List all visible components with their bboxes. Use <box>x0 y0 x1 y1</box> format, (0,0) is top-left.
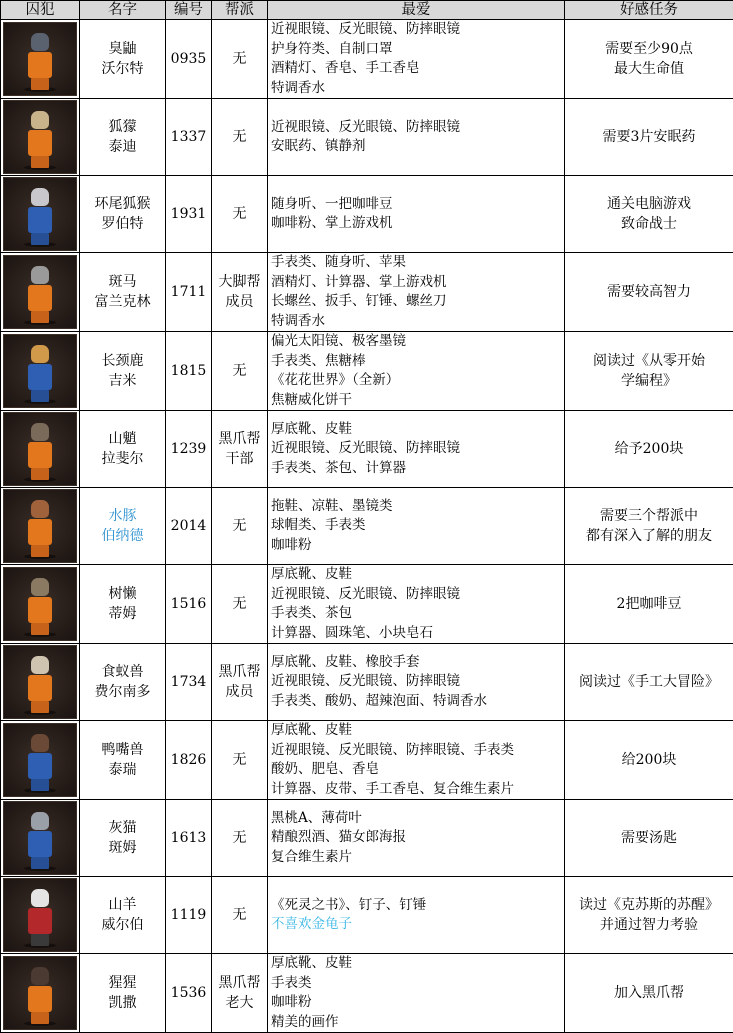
quest-line: 需要三个帮派中 <box>565 506 733 526</box>
sprite-legs <box>31 311 49 323</box>
quest-line: 阅读过《从零开始 <box>565 351 733 371</box>
prisoner-portrait-cell <box>1 99 80 176</box>
favorite-line: 偏光太阳镜、极客墨镜 <box>271 332 564 352</box>
favorites-cell <box>268 411 565 488</box>
affection-quest-cell <box>565 253 733 332</box>
gang-line: 黑爪帮 <box>212 973 267 993</box>
quest-line: 需要汤匙 <box>565 828 733 848</box>
favorites-cell <box>268 644 565 721</box>
sprite-head <box>31 734 49 752</box>
gang-line: 无 <box>212 127 267 147</box>
table-row <box>1 721 733 800</box>
prisoner-name: 罗伯特 <box>80 214 165 234</box>
sprite-body <box>28 986 52 1012</box>
favorite-line: 厚底靴、皮鞋 <box>271 721 564 741</box>
species-name: 食蚁兽 <box>80 662 165 682</box>
prisoner-name: 伯纳德 <box>80 526 165 546</box>
favorite-line: 《花花世界》（全新） <box>271 371 564 391</box>
prisoner-portrait-cell <box>1 488 80 565</box>
quest-line: 通关电脑游戏 <box>565 194 733 214</box>
prisoner-number: 1815 <box>166 332 212 411</box>
prisoner-name: 富兰克林 <box>80 292 165 312</box>
favorites-cell <box>268 332 565 411</box>
favorite-line: 随身听、一把咖啡豆 <box>271 195 564 215</box>
prisoner-portrait-cell <box>1 800 80 877</box>
prisoner-name-cell <box>80 411 166 488</box>
sprite-body <box>28 831 52 857</box>
favorites-cell <box>268 800 565 877</box>
species-name: 臭鼬 <box>80 39 165 59</box>
sprite-body <box>28 519 52 545</box>
sprite-body <box>28 52 52 78</box>
prisoner-name: 费尔南多 <box>80 682 165 702</box>
favorite-line: 黑桃A、薄荷叶 <box>271 809 564 829</box>
prisoner-name-cell <box>80 99 166 176</box>
quest-line: 加入黑爪帮 <box>565 983 733 1003</box>
gang-cell <box>212 565 268 644</box>
favorite-line: 酒精灯、香皂、手工香皂 <box>271 59 564 79</box>
goat-sprite-icon <box>3 878 77 952</box>
favorite-line: 手表类、茶包 <box>271 604 564 624</box>
lemur-sprite-icon <box>3 177 77 251</box>
sprite-legs <box>31 390 49 402</box>
table-row <box>1 954 733 1033</box>
quest-line: 读过《克苏斯的苏醒》 <box>565 895 733 915</box>
table-row <box>1 99 733 176</box>
prisoner-name-cell <box>80 954 166 1033</box>
gang-line: 无 <box>212 361 267 381</box>
favorite-line: 手表类 <box>271 974 564 994</box>
anteater-sprite-icon <box>3 645 77 719</box>
prisoner-number: 1931 <box>166 176 212 253</box>
species-name: 树懒 <box>80 584 165 604</box>
gang-line: 无 <box>212 594 267 614</box>
prisoner-portrait-cell <box>1 176 80 253</box>
table-row <box>1 20 733 99</box>
sprite-head <box>31 967 49 985</box>
favorite-line: 近视眼镜、反光眼镜、防摔眼镜 <box>271 118 564 138</box>
quest-line: 需要较高智力 <box>565 282 733 302</box>
prisoner-portrait-cell <box>1 877 80 954</box>
prisoner-number: 1826 <box>166 721 212 800</box>
affection-quest-cell <box>565 99 733 176</box>
sprite-body <box>28 597 52 623</box>
gang-line: 成员 <box>212 682 267 702</box>
prisoner-name: 吉米 <box>80 371 165 391</box>
favorite-line: 近视眼镜、反光眼镜、防摔眼镜 <box>271 585 564 605</box>
table-row <box>1 488 733 565</box>
affection-quest-cell <box>565 176 733 253</box>
header-prisoner: 囚犯 <box>1 1 80 20</box>
favorite-line: 精美的画作 <box>271 1013 564 1033</box>
favorite-line: 手表类、茶包、计算器 <box>271 459 564 479</box>
prisoner-number: 1239 <box>166 411 212 488</box>
gray-cat-sprite-icon <box>3 801 77 875</box>
quest-line: 2把咖啡豆 <box>565 594 733 614</box>
favorite-line: 计算器、皮带、手工香皂、复合维生素片 <box>271 780 564 800</box>
gang-cell <box>212 99 268 176</box>
header-name: 名字 <box>80 1 166 20</box>
favorite-line: 手表类、焦糖棒 <box>271 352 564 372</box>
sprite-body <box>28 753 52 779</box>
favorite-line: 近视眼镜、反光眼镜、防摔眼镜 <box>271 439 564 459</box>
header-favorites: 最爱 <box>268 1 565 20</box>
sprite-body <box>28 207 52 233</box>
sprite-head <box>31 889 49 907</box>
prisoner-name: 泰迪 <box>80 137 165 157</box>
gang-line: 干部 <box>212 449 267 469</box>
quest-line: 阅读过《手工大冒险》 <box>565 672 733 692</box>
capybara-sprite-icon <box>3 489 77 563</box>
prisoner-number: 1734 <box>166 644 212 721</box>
prisoner-portrait-cell <box>1 20 80 99</box>
quest-line: 需要3片安眠药 <box>565 127 733 147</box>
favorite-line: 计算器、圆珠笔、小块皂石 <box>271 624 564 644</box>
sprite-head <box>31 500 49 518</box>
species-name: 斑马 <box>80 272 165 292</box>
sprite-legs <box>31 233 49 245</box>
species-name: 狐獴 <box>80 117 165 137</box>
gang-cell <box>212 954 268 1033</box>
favorites-cell <box>268 565 565 644</box>
species-name: 猩猩 <box>80 973 165 993</box>
favorite-line: 咖啡粉 <box>271 993 564 1013</box>
table-body <box>1 20 733 1033</box>
affection-quest-cell <box>565 800 733 877</box>
favorite-line: 厚底靴、皮鞋 <box>271 420 564 440</box>
favorite-line: 球帽类、手表类 <box>271 516 564 536</box>
header-gang: 帮派 <box>212 1 268 20</box>
ape-sprite-icon <box>3 956 77 1030</box>
gang-line: 无 <box>212 516 267 536</box>
species-name: 山魈 <box>80 429 165 449</box>
favorites-cell <box>268 99 565 176</box>
favorite-line: 厚底靴、皮鞋 <box>271 954 564 974</box>
favorite-line: 《死灵之书》、钉子、钉锤 <box>271 896 564 916</box>
sprite-head <box>31 656 49 674</box>
quest-line: 需要至少90点 <box>565 39 733 59</box>
prisoner-name-cell <box>80 176 166 253</box>
sprite-legs <box>31 623 49 635</box>
prisoner-portrait-cell <box>1 332 80 411</box>
prisoner-portrait-cell <box>1 253 80 332</box>
prisoner-name-cell <box>80 20 166 99</box>
table-row <box>1 644 733 721</box>
favorites-cell <box>268 253 565 332</box>
sprite-head <box>31 578 49 596</box>
gang-line: 老大 <box>212 993 267 1013</box>
prisoner-name-cell <box>80 565 166 644</box>
platypus-sprite-icon <box>3 723 77 797</box>
favorites-cell <box>268 176 565 253</box>
species-name: 环尾狐猴 <box>80 194 165 214</box>
sprite-body <box>28 364 52 390</box>
meerkat-sprite-icon <box>3 100 77 174</box>
prisoner-name: 蒂姆 <box>80 604 165 624</box>
prisoner-portrait-cell <box>1 721 80 800</box>
favorite-line: 手表类、随身听、苹果 <box>271 253 564 273</box>
prisoner-number: 0935 <box>166 20 212 99</box>
sprite-body <box>28 442 52 468</box>
affection-quest-cell <box>565 877 733 954</box>
affection-quest-cell <box>565 411 733 488</box>
quest-line: 给200块 <box>565 750 733 770</box>
quest-line: 致命战士 <box>565 214 733 234</box>
favorite-line: 酸奶、肥皂、香皂 <box>271 760 564 780</box>
quest-line: 给予200块 <box>565 439 733 459</box>
header-quest: 好感任务 <box>565 1 733 20</box>
gang-line: 大脚帮 <box>212 272 267 292</box>
prisoner-name: 威尔伯 <box>80 915 165 935</box>
sprite-legs <box>31 779 49 791</box>
favorite-line: 厚底靴、皮鞋 <box>271 565 564 585</box>
table-row <box>1 800 733 877</box>
species-name: 灰猫 <box>80 818 165 838</box>
zebra-sprite-icon <box>3 255 77 329</box>
prisoner-name-cell <box>80 800 166 877</box>
gang-line: 无 <box>212 750 267 770</box>
favorite-line: 精酿烈酒、猫女郎海报 <box>271 828 564 848</box>
gang-cell <box>212 644 268 721</box>
prisoner-number: 1711 <box>166 253 212 332</box>
affection-quest-cell <box>565 332 733 411</box>
prisoner-name: 拉斐尔 <box>80 449 165 469</box>
sprite-legs <box>31 1012 49 1024</box>
sprite-head <box>31 266 49 284</box>
gang-line: 成员 <box>212 292 267 312</box>
table-row <box>1 877 733 954</box>
gang-cell <box>212 721 268 800</box>
prisoner-number: 1516 <box>166 565 212 644</box>
favorite-line: 咖啡粉、掌上游戏机 <box>271 214 564 234</box>
affection-quest-cell <box>565 565 733 644</box>
prisoner-number: 1337 <box>166 99 212 176</box>
favorites-cell <box>268 488 565 565</box>
gang-cell <box>212 488 268 565</box>
favorite-line: 安眠药、镇静剂 <box>271 137 564 157</box>
favorite-line: 酒精灯、计算器、掌上游戏机 <box>271 273 564 293</box>
table-row <box>1 411 733 488</box>
sprite-head <box>31 345 49 363</box>
sloth-sprite-icon <box>3 567 77 641</box>
quest-line: 都有深入了解的朋友 <box>565 526 733 546</box>
favorite-line: 焦糖威化饼干 <box>271 391 564 411</box>
sprite-legs <box>31 934 49 946</box>
prisoner-number: 1613 <box>166 800 212 877</box>
sprite-head <box>31 188 49 206</box>
header-row <box>1 1 733 20</box>
quest-line: 并通过智力考验 <box>565 915 733 935</box>
prisoner-portrait-cell <box>1 565 80 644</box>
favorites-cell <box>268 954 565 1033</box>
sprite-head <box>31 111 49 129</box>
sprite-legs <box>31 545 49 557</box>
skunk-sprite-icon <box>3 22 77 96</box>
prisoner-name-cell <box>80 253 166 332</box>
prisoner-portrait-cell <box>1 644 80 721</box>
prisoner-name-cell <box>80 721 166 800</box>
gang-cell <box>212 877 268 954</box>
affection-quest-cell <box>565 20 733 99</box>
favorite-line: 特调香水 <box>271 79 564 99</box>
gang-line: 黑爪帮 <box>212 662 267 682</box>
favorites-cell <box>268 877 565 954</box>
sprite-legs <box>31 78 49 90</box>
favorite-line: 厚底靴、皮鞋、橡胶手套 <box>271 653 564 673</box>
favorites-cell <box>268 721 565 800</box>
favorites-cell <box>268 20 565 99</box>
gang-cell <box>212 20 268 99</box>
sprite-head <box>31 812 49 830</box>
gang-cell <box>212 253 268 332</box>
gang-cell <box>212 176 268 253</box>
favorite-line: 手表类、酸奶、超辣泡面、特调香水 <box>271 692 564 712</box>
table-row <box>1 176 733 253</box>
sprite-legs <box>31 468 49 480</box>
prisoner-portrait-cell <box>1 411 80 488</box>
prisoner-name: 泰瑞 <box>80 760 165 780</box>
sprite-body <box>28 285 52 311</box>
gang-line: 无 <box>212 828 267 848</box>
gang-cell <box>212 800 268 877</box>
affection-quest-cell <box>565 954 733 1033</box>
sprite-legs <box>31 156 49 168</box>
affection-quest-cell <box>565 721 733 800</box>
affection-quest-cell <box>565 488 733 565</box>
gang-line: 无 <box>212 49 267 69</box>
favorite-line: 近视眼镜、反光眼镜、防摔眼镜 <box>271 20 564 40</box>
favorite-line: 长螺丝、扳手、钉锤、螺丝刀 <box>271 292 564 312</box>
sprite-head <box>31 423 49 441</box>
favorite-line: 护身符类、自制口罩 <box>271 40 564 60</box>
favorite-line: 复合维生素片 <box>271 848 564 868</box>
sprite-legs <box>31 857 49 869</box>
mandrill-sprite-icon <box>3 412 77 486</box>
prisoner-number: 2014 <box>166 488 212 565</box>
prisoner-name-cell <box>80 644 166 721</box>
affection-quest-cell <box>565 644 733 721</box>
favorite-line: 拖鞋、凉鞋、墨镜类 <box>271 497 564 517</box>
gang-line: 无 <box>212 905 267 925</box>
prisoner-name-cell <box>80 332 166 411</box>
species-name: 鸭嘴兽 <box>80 740 165 760</box>
table-row <box>1 253 733 332</box>
gang-line: 无 <box>212 204 267 224</box>
giraffe-sprite-icon <box>3 334 77 408</box>
sprite-body <box>28 130 52 156</box>
prisoner-number: 1119 <box>166 877 212 954</box>
prisoner-name: 凯撒 <box>80 993 165 1013</box>
dislike-note: 不喜欢金龟子 <box>271 915 564 935</box>
quest-line: 最大生命值 <box>565 59 733 79</box>
species-name: 山羊 <box>80 895 165 915</box>
prisoner-name-cell <box>80 488 166 565</box>
gang-line: 黑爪帮 <box>212 429 267 449</box>
sprite-legs <box>31 701 49 713</box>
sprite-head <box>31 33 49 51</box>
favorite-line: 近视眼镜、反光眼镜、防摔眼镜 <box>271 672 564 692</box>
gang-cell <box>212 411 268 488</box>
header-number: 编号 <box>166 1 212 20</box>
prisoner-portrait-cell <box>1 954 80 1033</box>
prisoner-number: 1536 <box>166 954 212 1033</box>
prisoner-name: 斑姆 <box>80 838 165 858</box>
prisoner-name: 沃尔特 <box>80 59 165 79</box>
favorite-line: 特调香水 <box>271 312 564 332</box>
sprite-body <box>28 675 52 701</box>
favorite-line: 近视眼镜、反光眼镜、防摔眼镜、手表类 <box>271 741 564 761</box>
species-name: 水豚 <box>80 506 165 526</box>
sprite-body <box>28 908 52 934</box>
table-row <box>1 332 733 411</box>
table-row <box>1 565 733 644</box>
prisoner-name-cell <box>80 877 166 954</box>
gang-cell <box>212 332 268 411</box>
quest-line: 学编程》 <box>565 371 733 391</box>
species-name: 长颈鹿 <box>80 351 165 371</box>
favorite-line: 咖啡粉 <box>271 536 564 556</box>
